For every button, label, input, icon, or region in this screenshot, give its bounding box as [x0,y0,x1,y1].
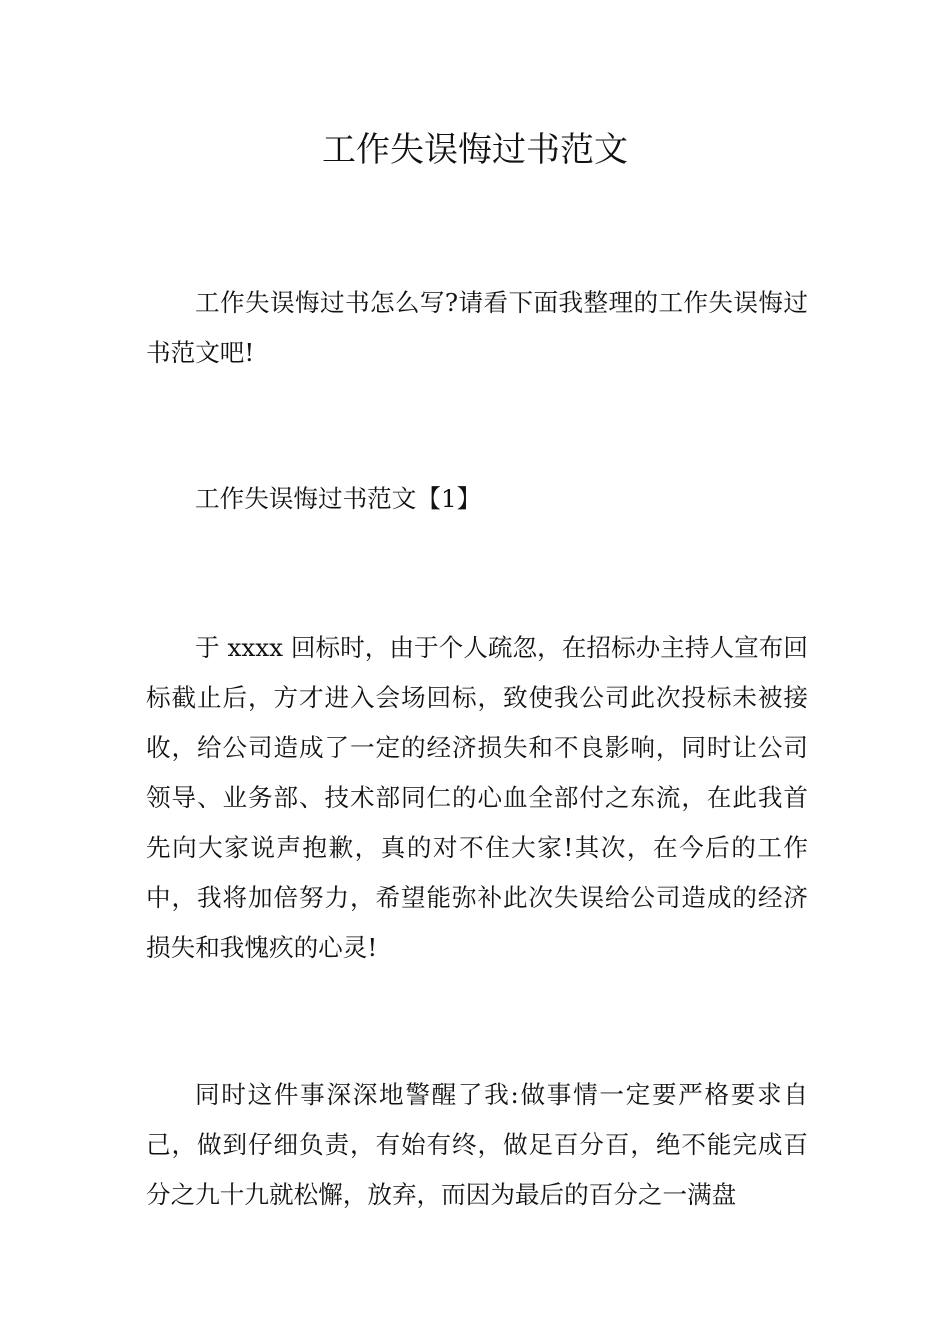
intro-paragraph: 工作失误悔过书怎么写?请看下面我整理的工作失误悔过书范文吧! [146,288,808,367]
document-title: 工作失误悔过书范文 [322,130,628,170]
body-paragraph: 于 xxxx 回标时，由于个人疏忽，在招标办主持人宣布回标截止后，方才进入会场回标，致使我公司此次投标未被接收，给公司造成了一定的经济损失和不良影响，同时让公司领导、业务部、技术部同仁的心血全部付之东流，在此我首先向大家说声抱歉，真的对不住大家!其次，在今后的工作中，我将加倍努力，希望能弥补此次失误给公司造成的经济损失和我愧疚的心灵! [146,633,808,962]
section-heading: 工作失误悔过书范文【1】 [195,484,482,513]
body-paragraph: 同时这件事深深地警醒了我:做事情一定要严格要求自己，做到仔细负责，有始有终，做足百分百，绝不能完成百分之九十九就松懈，放弃，而因为最后的百分之一满盘 [146,1080,808,1209]
